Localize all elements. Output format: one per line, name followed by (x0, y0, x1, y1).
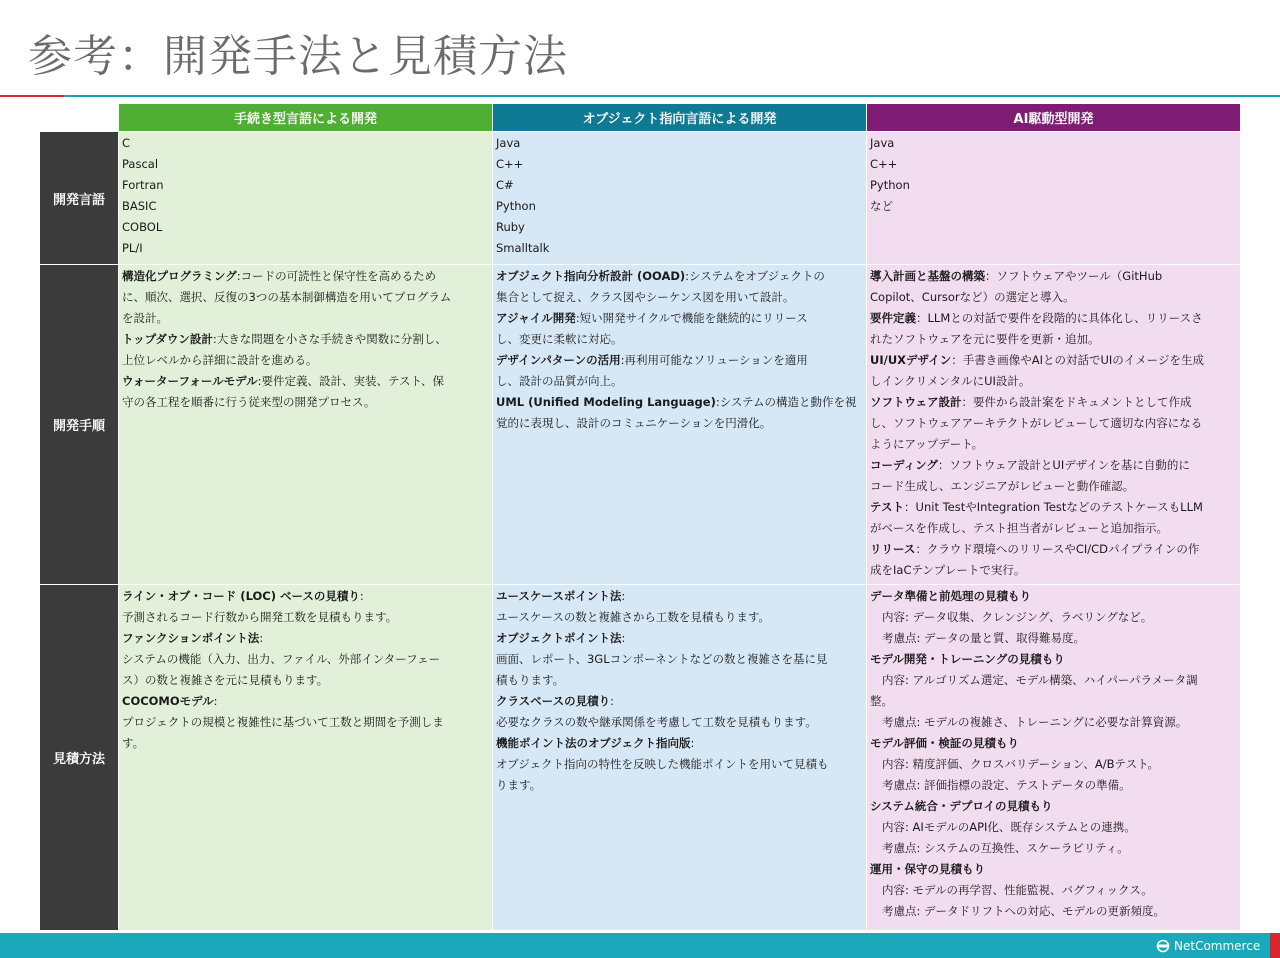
cell-line-heading: デザインパターンの活用 (496, 353, 621, 367)
cell-line (870, 733, 1236, 754)
cell-line (496, 607, 862, 628)
cell-line (870, 434, 1236, 455)
cell-line-text: : (359, 589, 364, 603)
cell-line-text: : (690, 736, 695, 750)
cell-languages-object-oriented (493, 132, 866, 264)
cell-line-heading: システム統合・デプロイの見積もり (870, 799, 1053, 813)
cell-line-heading: COCOMOモデル (122, 694, 214, 708)
cell-line: C# (496, 178, 514, 192)
cell-line-text: システムの機能（入力、出力、ファイル、外部インターフェー (122, 652, 441, 666)
cell-line (870, 413, 1236, 434)
cell-line (870, 649, 1236, 670)
cell-line-text: 画面、レポート、3GLコンポーネントなどの数と複雑さを基に見 (496, 652, 828, 666)
cell-line (870, 880, 1236, 901)
cell-line-heading: ライン・オブ・コード (LOC) ベースの見積り (122, 589, 360, 603)
cell-line-heading: UML (Unified Modeling Language) (496, 395, 716, 409)
cell-line-text: : (621, 589, 626, 603)
cell-line-text: :システムをオブジェクトの (685, 269, 825, 283)
cell-line (870, 754, 1236, 775)
cell-line: C++ (496, 157, 524, 171)
cell-line (122, 350, 488, 371)
cell-line-heading: テスト (870, 500, 905, 514)
cell-line (870, 371, 1236, 392)
cell-process-ai-driven (867, 265, 1240, 584)
cell-line (870, 497, 1236, 518)
cell-line (496, 413, 862, 434)
cell-line-text: し、変更に柔軟に対応。 (496, 332, 623, 346)
cell-line-heading: トップダウン設計 (122, 332, 213, 346)
cell-line: Python (870, 178, 910, 192)
cell-line (496, 266, 862, 287)
cell-line (870, 796, 1236, 817)
footer-bar (0, 933, 1280, 958)
cell-line-text: ユースケースの数と複雑さから工数を見積もります。 (496, 610, 770, 624)
cell-line: Ruby (496, 220, 525, 234)
cell-line-heading: モデル開発・トレーニングの見積もり (870, 652, 1065, 666)
cell-line (496, 775, 862, 796)
cell-line (122, 670, 488, 691)
cell-line: Smalltalk (496, 241, 550, 255)
cell-line-text: 考慮点: モデルの複雑さ、トレーニングに必要な計算資源。 (882, 715, 1188, 729)
cell-process-object-oriented (493, 265, 866, 584)
cell-line-text: しインクリメンタルにUI設計。 (870, 374, 1031, 388)
cell-line-text: プロジェクトの規模と複雑性に基づいて工数と期間を予測しま (122, 715, 444, 729)
cell-line (870, 329, 1236, 350)
cell-line-heading: リリース (870, 542, 916, 556)
cell-line-text: :コードの可読性と保守性を高めるため (236, 269, 437, 283)
cell-line (122, 733, 488, 754)
cell-line-text: し、ソフトウェアアーキテクトがレビューして適切な内容になる (870, 416, 1203, 430)
cell-line-text: ようにアップデート。 (870, 437, 984, 451)
cell-line-heading: コーディング (870, 458, 938, 472)
cell-line (870, 308, 1236, 329)
cell-line: Python (496, 199, 536, 213)
title-rule-teal (64, 95, 1280, 97)
cell-line-text: :大きな問題を小さな手続きや関数に分割し、 (212, 332, 447, 346)
cell-line-heading: クラスベースの見積り (496, 694, 611, 708)
title-rule-red (0, 95, 64, 97)
cell-line-text: 成をIaCテンプレートで実行。 (870, 563, 1026, 577)
cell-line-text: 積もります。 (496, 673, 565, 687)
cell-line-text: コード生成し、エンジニアがレビューと動作確認。 (870, 479, 1135, 493)
cell-process-procedural (119, 265, 492, 584)
cell-line-text: 内容: 精度評価、クロスバリデーション、A/Bテスト。 (882, 757, 1160, 771)
cell-line-text: 覚的に表現し、設計のコミュニケーションを円滑化。 (496, 416, 772, 430)
cell-line-text: : (213, 694, 218, 708)
cell-line (870, 392, 1236, 413)
cell-line (496, 329, 862, 350)
cell-line-text: ：ソフトウェアやツール（GitHub (985, 269, 1163, 283)
cell-line-text: に、順次、選択、反復の3つの基本制御構造を用いてプログラム (122, 290, 452, 304)
cell-line (870, 266, 1236, 287)
cell-line (122, 392, 488, 413)
cell-line (496, 308, 862, 329)
cell-line-heading: オブジェクト指向分析設計 (OOAD) (496, 269, 686, 283)
cell-line-text: ：手書き画像やAIとの対話でUIのイメージを生成 (951, 353, 1204, 367)
cell-line (870, 539, 1236, 560)
cell-languages-ai-driven (867, 132, 1240, 264)
cell-line (870, 691, 1236, 712)
cell-line-heading: 要件定義 (870, 311, 916, 325)
cell-line-text: ：要件から設計案をドキュメントとして作成 (961, 395, 1192, 409)
row-header-estimation: 見積方法 (40, 585, 118, 930)
cell-line-heading: 導入計画と基盤の構築 (870, 269, 985, 283)
cell-line (122, 371, 488, 392)
cell-line (870, 901, 1236, 922)
cell-line-text: :短い開発サイクルで機能を継続的にリリース (575, 311, 808, 325)
cell-line (122, 691, 488, 712)
netcommerce-logo-icon (1156, 939, 1170, 953)
cell-line (870, 607, 1236, 628)
cell-line (870, 586, 1236, 607)
cell-line (496, 350, 862, 371)
cell-line-heading: オブジェクトポイント法 (496, 631, 622, 645)
cell-line (870, 350, 1236, 371)
cell-line (496, 670, 862, 691)
cell-line (122, 607, 488, 628)
cell-line (496, 392, 862, 413)
comparison-table (40, 104, 1239, 927)
cell-line-text: ：クラウド環境へのリリースやCI/CDパイプラインの作 (915, 542, 1200, 556)
cell-line (496, 649, 862, 670)
table-corner (40, 104, 118, 131)
cell-line (870, 775, 1236, 796)
cell-line-text: ります。 (496, 778, 542, 792)
cell-line-heading: UI/UXデザイン (870, 353, 952, 367)
cell-line (870, 817, 1236, 838)
cell-line: C (122, 136, 131, 150)
brand-name: NetCommerce (1174, 939, 1261, 953)
cell-line-text: 予測されるコード行数から開発工数を見積もります。 (122, 610, 398, 624)
cell-line: PL/I (122, 241, 143, 255)
cell-line (122, 308, 488, 329)
cell-line-text: 考慮点: データの量と質、取得難易度。 (882, 631, 1086, 645)
cell-line (122, 266, 488, 287)
cell-line (870, 455, 1236, 476)
row-header-process: 開発手順 (40, 265, 118, 584)
cell-line-text: 内容: AIモデルのAPI化、既存システムとの連携。 (882, 820, 1136, 834)
cell-line-text: を設計。 (122, 311, 168, 325)
cell-line: など (870, 199, 893, 213)
cell-line: Fortran (122, 178, 164, 192)
cell-line-text: 考慮点: データドリフトへの対応、モデルの更新頻度。 (882, 904, 1165, 918)
cell-line (496, 371, 862, 392)
cell-line-text: 内容: モデルの再学習、性能監視、バグフィックス。 (882, 883, 1153, 897)
cell-line (870, 859, 1236, 880)
cell-line: Java (496, 136, 521, 150)
cell-line: Java (870, 136, 895, 150)
cell-line-heading: 運用・保守の見積もり (870, 862, 985, 876)
cell-line (496, 586, 862, 607)
column-header-procedural: 手続き型言語による開発 (119, 104, 492, 131)
cell-line (496, 691, 862, 712)
cell-line (122, 649, 488, 670)
cell-line-heading: ファンクションポイント法 (122, 631, 260, 645)
cell-languages-procedural (119, 132, 492, 264)
cell-line (496, 287, 862, 308)
cell-line (122, 287, 488, 308)
cell-line-text: し、設計の品質が向上。 (496, 374, 623, 388)
cell-line-heading: モデル評価・検証の見積もり (870, 736, 1019, 750)
cell-line-text: Copilot、Cursorなど）の選定と導入。 (870, 290, 1075, 304)
cell-line-text: 整。 (870, 694, 893, 708)
cell-line (870, 287, 1236, 308)
cell-line-text: 必要なクラスの数や継承関係を考慮して工数を見積もります。 (496, 715, 817, 729)
cell-line (122, 712, 488, 733)
footer-red-accent (1270, 933, 1280, 958)
cell-line (122, 628, 488, 649)
cell-line-text: 考慮点: システムの互換性、スケーラビリティ。 (882, 841, 1129, 855)
cell-line: Pascal (122, 157, 159, 171)
cell-line-heading: アジャイル開発 (496, 311, 576, 325)
cell-line-text: : (259, 631, 264, 645)
cell-line-text: :要件定義、設計、実装、テスト、保 (257, 374, 444, 388)
cell-line (870, 560, 1236, 581)
row-header-languages: 開発言語 (40, 132, 118, 264)
cell-line-heading: ウォーターフォールモデル (122, 374, 258, 388)
cell-line-heading: データ準備と前処理の見積もり (870, 589, 1031, 603)
cell-line (122, 586, 488, 607)
brand-logo (1156, 937, 1260, 955)
cell-line-text: 内容: データ収集、クレンジング、ラベリングなど。 (882, 610, 1153, 624)
cell-line-text: : (621, 631, 626, 645)
cell-line-text: がベースを作成し、テスト担当者がレビューと追加指示。 (870, 521, 1168, 535)
cell-line-text: ス）の数と複雑さを元に見積もります。 (122, 673, 329, 687)
cell-line: COBOL (122, 220, 163, 234)
cell-estimation-object-oriented (493, 585, 866, 930)
cell-line (870, 670, 1236, 691)
cell-line-text: 上位レベルから詳細に設計を進める。 (122, 353, 318, 367)
cell-line: C++ (870, 157, 898, 171)
column-header-object-oriented: オブジェクト指向言語による開発 (493, 104, 866, 131)
page-title: 参考：開発手法と見積方法 (28, 31, 568, 82)
cell-line-text: れたソフトウェアを元に要件を更新・追加。 (870, 332, 1100, 346)
column-header-ai-driven: AI駆動型開発 (867, 104, 1240, 131)
cell-line: BASIC (122, 199, 157, 213)
cell-line (870, 712, 1236, 733)
cell-line-heading: ユースケースポイント法 (496, 589, 622, 603)
cell-estimation-procedural (119, 585, 492, 930)
cell-line (870, 518, 1236, 539)
cell-line (496, 754, 862, 775)
cell-estimation-ai-driven (867, 585, 1240, 930)
cell-line (496, 712, 862, 733)
cell-line-heading: ソフトウェア設計 (870, 395, 962, 409)
cell-line-text: 考慮点: 評価指標の設定、テストデータの準備。 (882, 778, 1131, 792)
cell-line (496, 628, 862, 649)
cell-line-text: す。 (122, 736, 145, 750)
cell-line-text: :システムの構造と動作を視 (715, 395, 857, 409)
cell-line-text: ：ソフトウェア設計とUIデザインを基に自動的に (937, 458, 1190, 472)
cell-line (870, 476, 1236, 497)
cell-line-text: :再利用可能なソリューションを適用 (620, 353, 808, 367)
cell-line (870, 838, 1236, 859)
cell-line (496, 733, 862, 754)
cell-line (122, 329, 488, 350)
cell-line-text: ：Unit TestやIntegration TestなどのテストケースもLLM (904, 500, 1203, 514)
cell-line-text: ：LLMとの対話で要件を段階的に具体化し、リリースさ (916, 311, 1203, 325)
cell-line-text: 集合として捉え、クラス図やシーケンス図を用いて設計。 (496, 290, 795, 304)
cell-line-text: 内容: アルゴリズム選定、モデル構築、ハイパーパラメータ調 (882, 673, 1198, 687)
cell-line-heading: 構造化プログラミング (122, 269, 237, 283)
cell-line-text: : (610, 694, 614, 708)
cell-line (870, 628, 1236, 649)
cell-line-text: 守の各工程を順番に行う従来型の開発プロセス。 (122, 395, 376, 409)
cell-line-text: オブジェクト指向の特性を反映した機能ポイントを用いて見積も (496, 757, 829, 771)
cell-line-heading: 機能ポイント法のオブジェクト指向版 (496, 736, 691, 750)
